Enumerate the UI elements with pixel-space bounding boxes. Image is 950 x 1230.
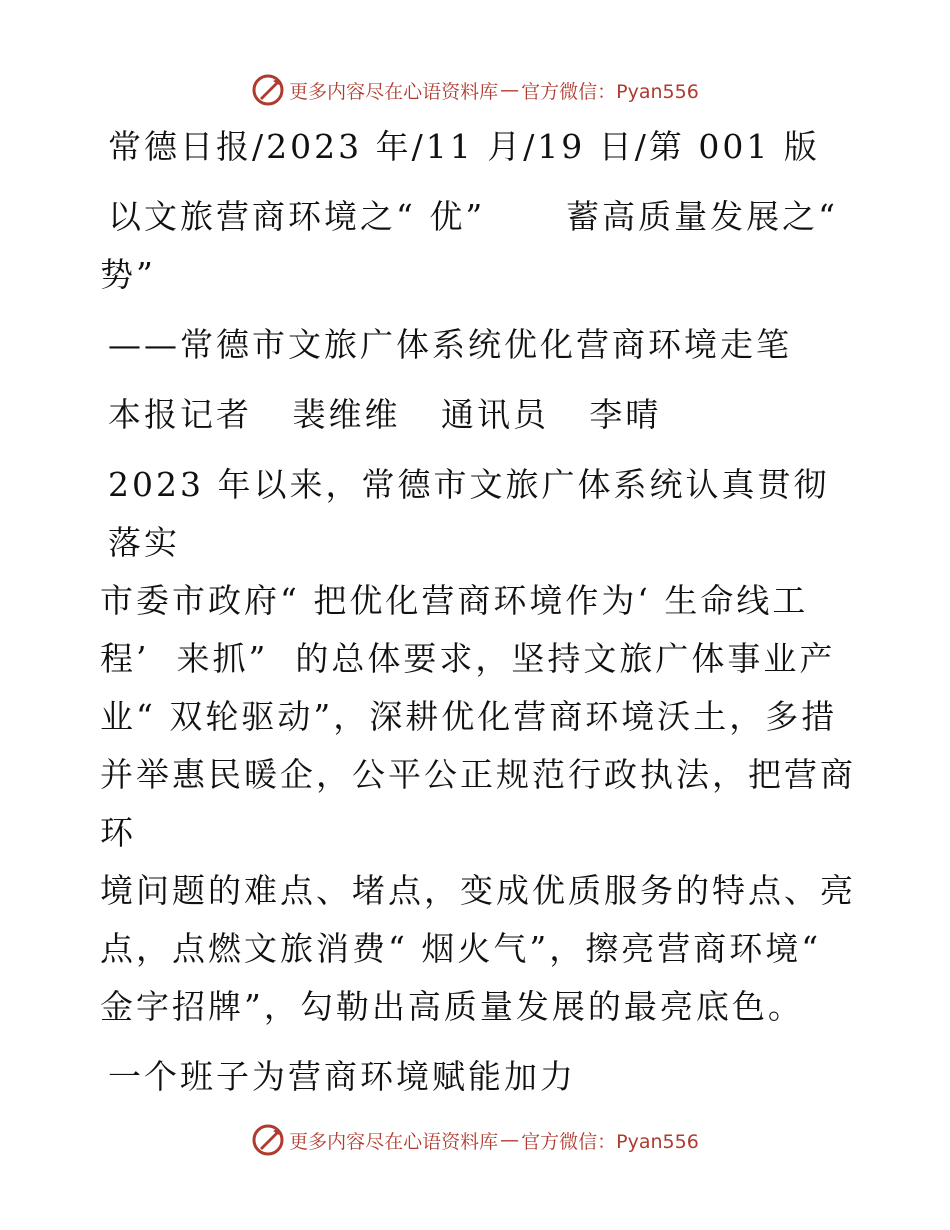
watermark-separator: — <box>500 1129 520 1151</box>
paragraph-line: 境问题的难点、堵点，变成优质服务的特点、亮 <box>100 871 856 910</box>
paragraph-line: 市委市政府“ 把优化营商环境作为‘ 生命线工 <box>100 581 809 620</box>
watermark-text: 更多内容尽在心语资料库 <box>289 1130 499 1153</box>
watermark-wechat: 官方微信：Pyan556 <box>521 80 699 103</box>
paragraph-line: 程’ 来抓” 的总体要求，坚持文旅广体事业产 <box>100 639 836 678</box>
article-title-line-1: 以文旅营商环境之“ 优” 蓄高质量发展之“ <box>108 197 839 236</box>
header-watermark-banner <box>0 70 950 110</box>
paragraph-line: 业“ 双轮驱动”，深耕优化营商环境沃土，多措 <box>100 697 838 736</box>
paragraph-line: 点，点燃文旅消费“ 烟火气”，擦亮营商环境“ <box>100 929 822 968</box>
article-subtitle: ——常德市文旅广体系统优化营商环境走笔 <box>108 325 792 364</box>
quill-pen-circle-icon <box>251 73 285 107</box>
article-body <box>100 118 860 1106</box>
watermark-text: 更多内容尽在心语资料库 <box>289 80 499 103</box>
source-line: 常德日报/2023 年/11 月/19 日/第 001 版 <box>108 127 820 166</box>
footer-watermark-banner <box>0 1120 950 1160</box>
paragraph-line: 金字招牌”，勾勒出高质量发展的最亮底色。 <box>100 987 804 1026</box>
article-title-line-2: 势” <box>100 255 156 294</box>
watermark-wechat: 官方微信：Pyan556 <box>521 1130 699 1153</box>
paragraph-line: 2023 年以来，常德市文旅广体系统认真贯彻落实 <box>108 465 830 562</box>
quill-pen-circle-icon <box>251 1123 285 1157</box>
section-heading: 一个班子为营商环境赋能加力 <box>108 1057 576 1096</box>
article-byline: 本报记者 裴维维 通讯员 李晴 <box>108 395 662 434</box>
paragraph-line: 并举惠民暖企，公平公正规范行政执法，把营商环 <box>100 755 856 852</box>
article-paragraph <box>100 456 860 1036</box>
watermark-separator: — <box>500 79 520 101</box>
